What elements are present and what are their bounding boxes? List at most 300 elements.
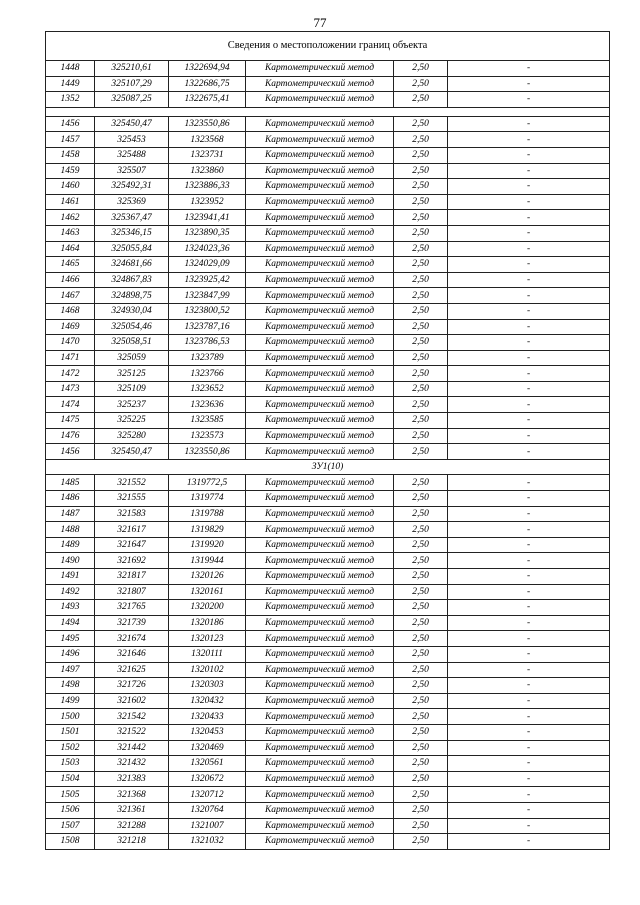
point-number-cell: 1352 bbox=[46, 92, 95, 108]
accuracy-cell: 2,50 bbox=[394, 116, 448, 132]
accuracy-cell: 2,50 bbox=[394, 210, 448, 226]
point-number-cell: 1499 bbox=[46, 693, 95, 709]
description-cell: - bbox=[448, 631, 610, 647]
table-row bbox=[46, 756, 610, 772]
coord-x-cell: 325237 bbox=[95, 397, 169, 413]
coord-y-cell: 1320161 bbox=[169, 584, 246, 600]
point-number-cell: 1498 bbox=[46, 678, 95, 694]
gap-cell bbox=[46, 107, 610, 116]
point-number-cell: 1475 bbox=[46, 413, 95, 429]
description-cell: - bbox=[448, 241, 610, 257]
title-row bbox=[46, 32, 610, 61]
coord-y-cell: 1321032 bbox=[169, 834, 246, 850]
coord-x-cell: 325055,84 bbox=[95, 241, 169, 257]
accuracy-cell: 2,50 bbox=[394, 428, 448, 444]
method-cell: Картометрический метод bbox=[246, 194, 394, 210]
description-cell: - bbox=[448, 116, 610, 132]
table-row bbox=[46, 210, 610, 226]
description-cell: - bbox=[448, 537, 610, 553]
point-number-cell: 1503 bbox=[46, 756, 95, 772]
point-number-cell: 1473 bbox=[46, 381, 95, 397]
method-cell: Картометрический метод bbox=[246, 600, 394, 616]
description-cell: - bbox=[448, 553, 610, 569]
description-cell: - bbox=[448, 132, 610, 148]
table-row bbox=[46, 319, 610, 335]
method-cell: Картометрический метод bbox=[246, 802, 394, 818]
point-number-cell: 1456 bbox=[46, 444, 95, 460]
table-row bbox=[46, 584, 610, 600]
coord-y-cell: 1323800,52 bbox=[169, 303, 246, 319]
coord-x-cell: 325367,47 bbox=[95, 210, 169, 226]
accuracy-cell: 2,50 bbox=[394, 76, 448, 92]
coord-y-cell: 1323585 bbox=[169, 413, 246, 429]
accuracy-cell: 2,50 bbox=[394, 678, 448, 694]
method-cell: Картометрический метод bbox=[246, 381, 394, 397]
accuracy-cell: 2,50 bbox=[394, 350, 448, 366]
coord-x-cell: 321555 bbox=[95, 491, 169, 507]
coord-y-cell: 1320764 bbox=[169, 802, 246, 818]
description-cell: - bbox=[448, 771, 610, 787]
method-cell: Картометрический метод bbox=[246, 241, 394, 257]
coord-x-cell: 321552 bbox=[95, 475, 169, 491]
coord-x-cell: 325107,29 bbox=[95, 76, 169, 92]
description-cell: - bbox=[448, 662, 610, 678]
method-cell: Картометрический метод bbox=[246, 818, 394, 834]
accuracy-cell: 2,50 bbox=[394, 163, 448, 179]
point-number-cell: 1461 bbox=[46, 194, 95, 210]
table-row bbox=[46, 834, 610, 850]
coord-y-cell: 1319829 bbox=[169, 522, 246, 538]
coord-x-cell: 324898,75 bbox=[95, 288, 169, 304]
point-number-cell: 1449 bbox=[46, 76, 95, 92]
description-cell: - bbox=[448, 413, 610, 429]
description-cell: - bbox=[448, 475, 610, 491]
coord-x-cell: 325210,61 bbox=[95, 61, 169, 77]
accuracy-cell: 2,50 bbox=[394, 194, 448, 210]
table-row bbox=[46, 693, 610, 709]
point-number-cell: 1491 bbox=[46, 569, 95, 585]
point-number-cell: 1463 bbox=[46, 225, 95, 241]
table-row bbox=[46, 76, 610, 92]
accuracy-cell: 2,50 bbox=[394, 693, 448, 709]
description-cell: - bbox=[448, 709, 610, 725]
table-row bbox=[46, 225, 610, 241]
accuracy-cell: 2,50 bbox=[394, 288, 448, 304]
method-cell: Картометрический метод bbox=[246, 724, 394, 740]
point-number-cell: 1466 bbox=[46, 272, 95, 288]
method-cell: Картометрический метод bbox=[246, 491, 394, 507]
method-cell: Картометрический метод bbox=[246, 210, 394, 226]
coord-y-cell: 1323941,41 bbox=[169, 210, 246, 226]
description-cell: - bbox=[448, 615, 610, 631]
description-cell: - bbox=[448, 818, 610, 834]
point-number-cell: 1504 bbox=[46, 771, 95, 787]
accuracy-cell: 2,50 bbox=[394, 631, 448, 647]
method-cell: Картометрический метод bbox=[246, 615, 394, 631]
coord-y-cell: 1319920 bbox=[169, 537, 246, 553]
table-row bbox=[46, 709, 610, 725]
coord-x-cell: 321817 bbox=[95, 569, 169, 585]
method-cell: Картометрический метод bbox=[246, 756, 394, 772]
coord-x-cell: 321583 bbox=[95, 506, 169, 522]
coord-y-cell: 1320123 bbox=[169, 631, 246, 647]
table-row bbox=[46, 272, 610, 288]
point-number-cell: 1508 bbox=[46, 834, 95, 850]
table-row bbox=[46, 257, 610, 273]
coord-x-cell: 325453 bbox=[95, 132, 169, 148]
accuracy-cell: 2,50 bbox=[394, 61, 448, 77]
method-cell: Картометрический метод bbox=[246, 631, 394, 647]
method-cell: Картометрический метод bbox=[246, 397, 394, 413]
table-row bbox=[46, 366, 610, 382]
description-cell: - bbox=[448, 257, 610, 273]
method-cell: Картометрический метод bbox=[246, 569, 394, 585]
point-number-cell: 1493 bbox=[46, 600, 95, 616]
table-row bbox=[46, 491, 610, 507]
page-number: 77 bbox=[313, 15, 327, 30]
coord-y-cell: 1322686,75 bbox=[169, 76, 246, 92]
accuracy-cell: 2,50 bbox=[394, 366, 448, 382]
coord-y-cell: 1323766 bbox=[169, 366, 246, 382]
coord-x-cell: 321692 bbox=[95, 553, 169, 569]
method-cell: Картометрический метод bbox=[246, 646, 394, 662]
table-row bbox=[46, 787, 610, 803]
table-row bbox=[46, 506, 610, 522]
table-row bbox=[46, 678, 610, 694]
point-number-cell: 1448 bbox=[46, 61, 95, 77]
accuracy-cell: 2,50 bbox=[394, 787, 448, 803]
point-number-cell: 1505 bbox=[46, 787, 95, 803]
table-row bbox=[46, 116, 610, 132]
description-cell: - bbox=[448, 678, 610, 694]
accuracy-cell: 2,50 bbox=[394, 397, 448, 413]
method-cell: Картометрический метод bbox=[246, 444, 394, 460]
description-cell: - bbox=[448, 350, 610, 366]
method-cell: Картометрический метод bbox=[246, 506, 394, 522]
table-row bbox=[46, 802, 610, 818]
accuracy-cell: 2,50 bbox=[394, 584, 448, 600]
table-row bbox=[46, 132, 610, 148]
method-cell: Картометрический метод bbox=[246, 335, 394, 351]
table-row bbox=[46, 740, 610, 756]
table-row bbox=[46, 615, 610, 631]
accuracy-cell: 2,50 bbox=[394, 335, 448, 351]
description-cell: - bbox=[448, 397, 610, 413]
coord-y-cell: 1322694,94 bbox=[169, 61, 246, 77]
table-row bbox=[46, 428, 610, 444]
point-number-cell: 1494 bbox=[46, 615, 95, 631]
point-number-cell: 1507 bbox=[46, 818, 95, 834]
method-cell: Картометрический метод bbox=[246, 475, 394, 491]
description-cell: - bbox=[448, 693, 610, 709]
table-title: Сведения о местоположении границ объекта bbox=[46, 32, 610, 61]
coord-x-cell: 321807 bbox=[95, 584, 169, 600]
method-cell: Картометрический метод bbox=[246, 413, 394, 429]
coord-x-cell: 325492,31 bbox=[95, 179, 169, 195]
accuracy-cell: 2,50 bbox=[394, 522, 448, 538]
coord-y-cell: 1323787,16 bbox=[169, 319, 246, 335]
method-cell: Картометрический метод bbox=[246, 787, 394, 803]
description-cell: - bbox=[448, 600, 610, 616]
coord-y-cell: 1323890,35 bbox=[169, 225, 246, 241]
coord-x-cell: 325488 bbox=[95, 147, 169, 163]
point-number-cell: 1465 bbox=[46, 257, 95, 273]
accuracy-cell: 2,50 bbox=[394, 475, 448, 491]
accuracy-cell: 2,50 bbox=[394, 241, 448, 257]
table-row bbox=[46, 179, 610, 195]
accuracy-cell: 2,50 bbox=[394, 771, 448, 787]
accuracy-cell: 2,50 bbox=[394, 272, 448, 288]
description-cell: - bbox=[448, 756, 610, 772]
accuracy-cell: 2,50 bbox=[394, 537, 448, 553]
method-cell: Картометрический метод bbox=[246, 76, 394, 92]
method-cell: Картометрический метод bbox=[246, 147, 394, 163]
table-row bbox=[46, 600, 610, 616]
point-number-cell: 1460 bbox=[46, 179, 95, 195]
accuracy-cell: 2,50 bbox=[394, 756, 448, 772]
coord-x-cell: 321625 bbox=[95, 662, 169, 678]
method-cell: Картометрический метод bbox=[246, 771, 394, 787]
method-cell: Картометрический метод bbox=[246, 740, 394, 756]
method-cell: Картометрический метод bbox=[246, 225, 394, 241]
description-cell: - bbox=[448, 646, 610, 662]
accuracy-cell: 2,50 bbox=[394, 709, 448, 725]
table-row bbox=[46, 662, 610, 678]
table-row bbox=[46, 288, 610, 304]
method-cell: Картометрический метод bbox=[246, 553, 394, 569]
coord-x-cell: 321602 bbox=[95, 693, 169, 709]
coord-x-cell: 324681,66 bbox=[95, 257, 169, 273]
table-row bbox=[46, 771, 610, 787]
method-cell: Картометрический метод bbox=[246, 366, 394, 382]
description-cell: - bbox=[448, 444, 610, 460]
accuracy-cell: 2,50 bbox=[394, 225, 448, 241]
coord-y-cell: 1321007 bbox=[169, 818, 246, 834]
table-row bbox=[46, 381, 610, 397]
table-row bbox=[46, 303, 610, 319]
method-cell: Картометрический метод bbox=[246, 257, 394, 273]
coord-x-cell: 321674 bbox=[95, 631, 169, 647]
coord-y-cell: 1319772,5 bbox=[169, 475, 246, 491]
description-cell: - bbox=[448, 163, 610, 179]
coord-x-cell: 321368 bbox=[95, 787, 169, 803]
point-number-cell: 1474 bbox=[46, 397, 95, 413]
coord-x-cell: 325058,51 bbox=[95, 335, 169, 351]
point-number-cell: 1486 bbox=[46, 491, 95, 507]
point-number-cell: 1485 bbox=[46, 475, 95, 491]
coord-y-cell: 1323568 bbox=[169, 132, 246, 148]
method-cell: Картометрический метод bbox=[246, 350, 394, 366]
accuracy-cell: 2,50 bbox=[394, 569, 448, 585]
method-cell: Картометрический метод bbox=[246, 303, 394, 319]
coord-x-cell: 321361 bbox=[95, 802, 169, 818]
description-cell: - bbox=[448, 428, 610, 444]
description-cell: - bbox=[448, 210, 610, 226]
method-cell: Картометрический метод bbox=[246, 662, 394, 678]
description-cell: - bbox=[448, 506, 610, 522]
accuracy-cell: 2,50 bbox=[394, 444, 448, 460]
coord-x-cell: 325450,47 bbox=[95, 444, 169, 460]
accuracy-cell: 2,50 bbox=[394, 600, 448, 616]
description-cell: - bbox=[448, 272, 610, 288]
coord-y-cell: 1320453 bbox=[169, 724, 246, 740]
description-cell: - bbox=[448, 834, 610, 850]
table-row bbox=[46, 724, 610, 740]
coord-y-cell: 1320303 bbox=[169, 678, 246, 694]
point-number-cell: 1487 bbox=[46, 506, 95, 522]
point-number-cell: 1464 bbox=[46, 241, 95, 257]
coord-y-cell: 1319788 bbox=[169, 506, 246, 522]
coord-x-cell: 321647 bbox=[95, 537, 169, 553]
point-number-cell: 1458 bbox=[46, 147, 95, 163]
method-cell: Картометрический метод bbox=[246, 92, 394, 108]
point-number-cell: 1459 bbox=[46, 163, 95, 179]
method-cell: Картометрический метод bbox=[246, 428, 394, 444]
table-row bbox=[46, 646, 610, 662]
coord-y-cell: 1319944 bbox=[169, 553, 246, 569]
table-row bbox=[46, 553, 610, 569]
coord-y-cell: 1320111 bbox=[169, 646, 246, 662]
coord-y-cell: 1324023,36 bbox=[169, 241, 246, 257]
coord-y-cell: 1323886,33 bbox=[169, 179, 246, 195]
point-number-cell: 1462 bbox=[46, 210, 95, 226]
coord-y-cell: 1323636 bbox=[169, 397, 246, 413]
table-row bbox=[46, 163, 610, 179]
table-row bbox=[46, 475, 610, 491]
coord-y-cell: 1323925,42 bbox=[169, 272, 246, 288]
description-cell: - bbox=[448, 147, 610, 163]
boundary-table bbox=[45, 31, 610, 850]
coord-x-cell: 325054,46 bbox=[95, 319, 169, 335]
point-number-cell: 1457 bbox=[46, 132, 95, 148]
point-number-cell: 1470 bbox=[46, 335, 95, 351]
point-number-cell: 1492 bbox=[46, 584, 95, 600]
coord-x-cell: 325369 bbox=[95, 194, 169, 210]
accuracy-cell: 2,50 bbox=[394, 802, 448, 818]
coord-x-cell: 325059 bbox=[95, 350, 169, 366]
description-cell: - bbox=[448, 802, 610, 818]
accuracy-cell: 2,50 bbox=[394, 92, 448, 108]
description-cell: - bbox=[448, 61, 610, 77]
coord-y-cell: 1323860 bbox=[169, 163, 246, 179]
coord-x-cell: 321617 bbox=[95, 522, 169, 538]
accuracy-cell: 2,50 bbox=[394, 662, 448, 678]
point-number-cell: 1489 bbox=[46, 537, 95, 553]
accuracy-cell: 2,50 bbox=[394, 132, 448, 148]
accuracy-cell: 2,50 bbox=[394, 319, 448, 335]
description-cell: - bbox=[448, 288, 610, 304]
point-number-cell: 1488 bbox=[46, 522, 95, 538]
description-cell: - bbox=[448, 76, 610, 92]
description-cell: - bbox=[448, 225, 610, 241]
description-cell: - bbox=[448, 569, 610, 585]
method-cell: Картометрический метод bbox=[246, 132, 394, 148]
description-cell: - bbox=[448, 179, 610, 195]
coord-x-cell: 321288 bbox=[95, 818, 169, 834]
coord-x-cell: 325087,25 bbox=[95, 92, 169, 108]
method-cell: Картометрический метод bbox=[246, 163, 394, 179]
table-row bbox=[46, 350, 610, 366]
method-cell: Картометрический метод bbox=[246, 678, 394, 694]
coord-x-cell: 325450,47 bbox=[95, 116, 169, 132]
table-row bbox=[46, 818, 610, 834]
point-number-cell: 1506 bbox=[46, 802, 95, 818]
table-row bbox=[46, 397, 610, 413]
accuracy-cell: 2,50 bbox=[394, 491, 448, 507]
coord-x-cell: 321765 bbox=[95, 600, 169, 616]
description-cell: - bbox=[448, 319, 610, 335]
accuracy-cell: 2,50 bbox=[394, 553, 448, 569]
coord-x-cell: 324930,04 bbox=[95, 303, 169, 319]
coord-x-cell: 321442 bbox=[95, 740, 169, 756]
table-row bbox=[46, 194, 610, 210]
coord-x-cell: 321522 bbox=[95, 724, 169, 740]
coord-y-cell: 1323731 bbox=[169, 147, 246, 163]
section-label: ЗУ1(10) bbox=[46, 459, 610, 475]
method-cell: Картометрический метод bbox=[246, 584, 394, 600]
coord-x-cell: 321646 bbox=[95, 646, 169, 662]
point-number-cell: 1467 bbox=[46, 288, 95, 304]
method-cell: Картометрический метод bbox=[246, 537, 394, 553]
point-number-cell: 1476 bbox=[46, 428, 95, 444]
coord-x-cell: 325507 bbox=[95, 163, 169, 179]
point-number-cell: 1495 bbox=[46, 631, 95, 647]
coord-y-cell: 1320186 bbox=[169, 615, 246, 631]
coord-y-cell: 1320433 bbox=[169, 709, 246, 725]
method-cell: Картометрический метод bbox=[246, 61, 394, 77]
description-cell: - bbox=[448, 787, 610, 803]
coord-y-cell: 1320672 bbox=[169, 771, 246, 787]
coord-y-cell: 1323952 bbox=[169, 194, 246, 210]
accuracy-cell: 2,50 bbox=[394, 834, 448, 850]
method-cell: Картометрический метод bbox=[246, 272, 394, 288]
coord-y-cell: 1323847,99 bbox=[169, 288, 246, 304]
accuracy-cell: 2,50 bbox=[394, 615, 448, 631]
description-cell: - bbox=[448, 303, 610, 319]
accuracy-cell: 2,50 bbox=[394, 740, 448, 756]
coord-y-cell: 1324029,09 bbox=[169, 257, 246, 273]
coord-x-cell: 321542 bbox=[95, 709, 169, 725]
coord-y-cell: 1320712 bbox=[169, 787, 246, 803]
point-number-cell: 1468 bbox=[46, 303, 95, 319]
method-cell: Картометрический метод bbox=[246, 179, 394, 195]
description-cell: - bbox=[448, 335, 610, 351]
point-number-cell: 1471 bbox=[46, 350, 95, 366]
method-cell: Картометрический метод bbox=[246, 116, 394, 132]
table-row bbox=[46, 92, 610, 108]
accuracy-cell: 2,50 bbox=[394, 381, 448, 397]
accuracy-cell: 2,50 bbox=[394, 303, 448, 319]
accuracy-cell: 2,50 bbox=[394, 413, 448, 429]
table-row bbox=[46, 413, 610, 429]
coord-x-cell: 321739 bbox=[95, 615, 169, 631]
accuracy-cell: 2,50 bbox=[394, 724, 448, 740]
description-cell: - bbox=[448, 491, 610, 507]
coord-x-cell: 324867,83 bbox=[95, 272, 169, 288]
table-row bbox=[46, 444, 610, 460]
coord-x-cell: 321726 bbox=[95, 678, 169, 694]
point-number-cell: 1500 bbox=[46, 709, 95, 725]
description-cell: - bbox=[448, 584, 610, 600]
method-cell: Картометрический метод bbox=[246, 693, 394, 709]
coord-y-cell: 1320432 bbox=[169, 693, 246, 709]
table-row bbox=[46, 147, 610, 163]
coord-y-cell: 1320102 bbox=[169, 662, 246, 678]
coord-y-cell: 1320561 bbox=[169, 756, 246, 772]
coord-x-cell: 325109 bbox=[95, 381, 169, 397]
coord-x-cell: 321218 bbox=[95, 834, 169, 850]
description-cell: - bbox=[448, 724, 610, 740]
